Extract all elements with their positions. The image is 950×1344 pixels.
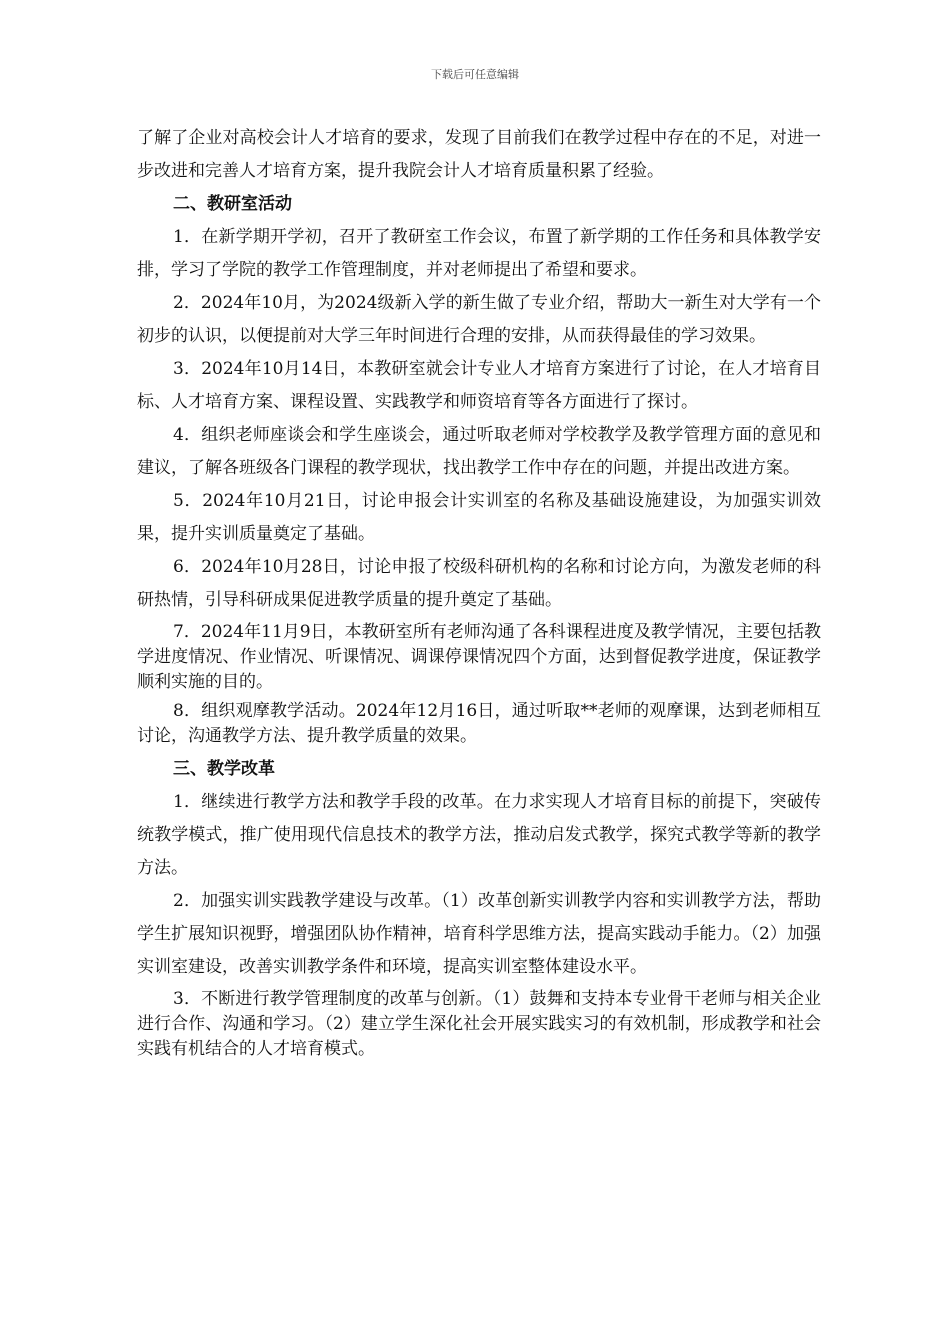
paragraph-item-8: 8．组织观摩教学活动。2024年12月16日，通过听取**老师的观摩课，达到老师相互讨论，沟通教学方法、提升教学质量的效果。 <box>137 701 821 746</box>
section-heading-teaching-research: 二、教研室活动 <box>173 194 292 214</box>
paragraph-item-4: 4．组织老师座谈会和学生座谈会，通过听取老师对学校教学及教学管理方面的意见和建议，了解各班级各门课程的教学现状，找出教学工作中存在的问题，并提出改进方案。 <box>137 425 821 478</box>
paragraph-item-2: 2．2024年10月，为2024级新入学的新生做了专业介绍，帮助大一新生对大学有一个初步的认识，以便提前对大学三年时间进行合理的安排，从而获得最佳的学习效果。 <box>137 293 821 346</box>
paragraph-reform-1: 1．继续进行教学方法和教学手段的改革。在力求实现人才培育目标的前提下，突破传统教学模式，推广使用现代信息技术的教学方法，推动启发式教学，探究式教学等新的教学方法。 <box>137 792 821 878</box>
paragraph-item-7: 7．2024年11月9日，本教研室所有老师沟通了各科课程进度及教学情况，主要包括教学进度情况、作业情况、听课情况、调课停课情况四个方面，达到督促教学进度，保证教学顺利实施的目的。 <box>137 622 821 692</box>
paragraph-intro: 了解了企业对高校会计人才培育的要求，发现了目前我们在教学过程中存在的不足，对进一步改进和完善人才培育方案，提升我院会计人才培育质量积累了经验。 <box>137 128 821 181</box>
document-body <box>137 122 821 1066</box>
paragraph-item-6: 6．2024年10月28日，讨论申报了校级科研机构的名称和讨论方向，为激发老师的科研热情，引导科研成果促进教学质量的提升奠定了基础。 <box>137 557 821 610</box>
paragraph-item-3: 3．2024年10月14日，本教研室就会计专业人才培育方案进行了讨论，在人才培育目标、人才培育方案、课程设置、实践教学和师资培育等各方面进行了探讨。 <box>137 359 821 412</box>
page-header: 下载后可任意编辑 <box>431 68 519 81</box>
paragraph-item-5: 5．2024年10月21日，讨论申报会计实训室的名称及基础设施建设，为加强实训效果，提升实训质量奠定了基础。 <box>137 491 821 544</box>
section-heading-teaching-reform: 三、教学改革 <box>173 759 275 779</box>
paragraph-reform-3: 3．不断进行教学管理制度的改革与创新。（1）鼓舞和支持本专业骨干老师与相关企业进行合作、沟通和学习。（2）建立学生深化社会开展实践实习的有效机制，形成教学和社会实践有机结合的人才培育模式。 <box>137 989 821 1059</box>
paragraph-item-1: 1．在新学期开学初，召开了教研室工作会议，布置了新学期的工作任务和具体教学安排，学习了学院的教学工作管理制度，并对老师提出了希望和要求。 <box>137 227 821 280</box>
paragraph-reform-2: 2．加强实训实践教学建设与改革。（1）改革创新实训教学内容和实训教学方法，帮助学生扩展知识视野，增强团队协作精神，培育科学思维方法，提高实践动手能力。（2）加强实训室建设，改善实训教学条件和环境，提高实训室整体建设水平。 <box>137 891 821 977</box>
